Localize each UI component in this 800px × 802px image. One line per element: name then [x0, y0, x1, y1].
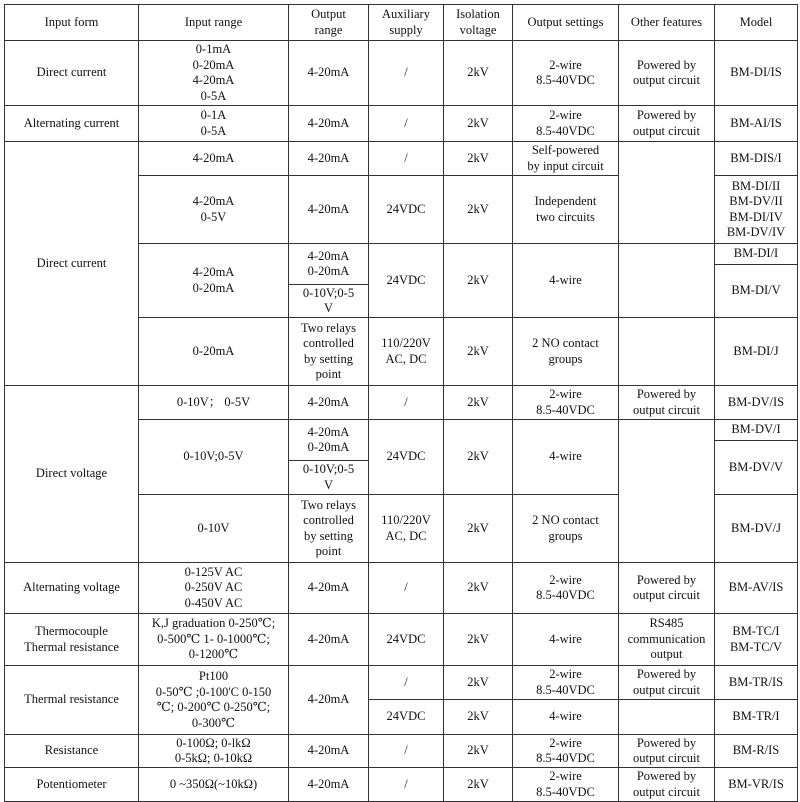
- table-row: [5, 666, 798, 700]
- isolation-voltage-cell: 2kV: [444, 495, 513, 563]
- header-input-range: Input range: [139, 5, 289, 41]
- isolation-voltage-cell: 2kV: [444, 106, 513, 142]
- input-range-cell: 4-20mA 0-5V: [139, 176, 289, 244]
- other-features-cell: Powered by output circuit: [619, 768, 715, 802]
- other-features-cell: Powered by output circuit: [619, 735, 715, 768]
- isolation-voltage-cell: 2kV: [444, 41, 513, 106]
- output-settings-cell: 2 NO contact groups: [513, 318, 619, 386]
- input-form-cell: Alternating voltage: [5, 563, 139, 614]
- input-form-cell: Alternating current: [5, 106, 139, 142]
- table-row: [5, 142, 798, 176]
- table-row: [5, 106, 798, 142]
- isolation-voltage-cell: 2kV: [444, 142, 513, 176]
- auxiliary-supply-cell: 24VDC: [369, 614, 444, 666]
- output-settings-cell: 2-wire 8.5-40VDC: [513, 106, 619, 142]
- output-settings-cell: 4-wire: [513, 614, 619, 666]
- isolation-voltage-cell: 2kV: [444, 700, 513, 735]
- header-auxiliary-supply: Auxiliary supply: [369, 5, 444, 41]
- auxiliary-supply-cell: /: [369, 41, 444, 106]
- output-settings-cell: 2-wire 8.5-40VDC: [513, 735, 619, 768]
- table-row: [5, 386, 798, 420]
- output-range-cell: 4-20mA: [289, 563, 369, 614]
- input-form-cell: Potentiometer: [5, 768, 139, 802]
- input-form-cell: Direct voltage: [5, 386, 139, 563]
- other-features-cell: [619, 318, 715, 386]
- output-settings-cell: 4-wire: [513, 420, 619, 495]
- input-range-cell: K,J graduation 0-250℃; 0-500℃ 1- 0-1000℃; 0-1200℃: [139, 614, 289, 666]
- input-range-cell: 0-20mA: [139, 318, 289, 386]
- input-form-cell: Direct current: [5, 41, 139, 106]
- input-form-cell: Thermal resistance: [5, 666, 139, 735]
- model-cell: BM-TR/I: [715, 700, 798, 735]
- isolation-voltage-cell: 2kV: [444, 318, 513, 386]
- header-model: Model: [715, 5, 798, 41]
- table-row: [5, 735, 798, 768]
- output-settings-cell: 2-wire 8.5-40VDC: [513, 386, 619, 420]
- output-range-cell: 4-20mA: [289, 735, 369, 768]
- auxiliary-supply-cell: 24VDC: [369, 700, 444, 735]
- input-form-cell: Resistance: [5, 735, 139, 768]
- isolation-voltage-cell: 2kV: [444, 735, 513, 768]
- other-features-cell: [619, 244, 715, 318]
- header-output-settings: Output settings: [513, 5, 619, 41]
- model-cell: BM-AI/IS: [715, 106, 798, 142]
- header-row: [5, 5, 798, 41]
- input-range-cell: 0-1mA 0-20mA 4-20mA 0-5A: [139, 41, 289, 106]
- output-range-cell: 4-20mA 0-20mA: [289, 244, 369, 285]
- model-cell: BM-DV/J: [715, 495, 798, 563]
- isolation-voltage-cell: 2kV: [444, 176, 513, 244]
- auxiliary-supply-cell: /: [369, 386, 444, 420]
- other-features-cell: Powered by output circuit: [619, 386, 715, 420]
- other-features-cell: [619, 142, 715, 244]
- table-row: [5, 614, 798, 666]
- auxiliary-supply-cell: /: [369, 735, 444, 768]
- output-settings-cell: 4-wire: [513, 244, 619, 318]
- output-settings-cell: 2-wire 8.5-40VDC: [513, 41, 619, 106]
- table-row: [5, 41, 798, 106]
- isolation-voltage-cell: 2kV: [444, 244, 513, 318]
- model-cell: BM-DI/I: [715, 244, 798, 265]
- model-cell: BM-VR/IS: [715, 768, 798, 802]
- output-range-cell: 0-10V;0-5 V: [289, 461, 369, 495]
- input-range-cell: Pt100 0-50℃ ;0-100'C 0-150 ℃; 0-200℃ 0-250℃; 0-300℃: [139, 666, 289, 735]
- model-cell: BM-TC/I BM-TC/V: [715, 614, 798, 666]
- model-cell: BM-DIS/I: [715, 142, 798, 176]
- output-range-cell: 4-20mA: [289, 386, 369, 420]
- model-cell: BM-TR/IS: [715, 666, 798, 700]
- model-cell: BM-AV/IS: [715, 563, 798, 614]
- other-features-cell: RS485 communication output: [619, 614, 715, 666]
- isolation-voltage-cell: 2kV: [444, 768, 513, 802]
- other-features-cell: Powered by output circuit: [619, 106, 715, 142]
- input-range-cell: 0-125V AC 0-250V AC 0-450V AC: [139, 563, 289, 614]
- other-features-cell: Powered by output circuit: [619, 666, 715, 700]
- output-range-cell: Two relays controlled by setting point: [289, 495, 369, 563]
- other-features-cell: [619, 700, 715, 735]
- input-form-cell: Thermocouple Thermal resistance: [5, 614, 139, 666]
- other-features-cell: Powered by output circuit: [619, 563, 715, 614]
- output-range-cell: 0-10V;0-5 V: [289, 285, 369, 318]
- model-cell: BM-DV/I: [715, 420, 798, 441]
- other-features-cell: Powered by output circuit: [619, 41, 715, 106]
- output-settings-cell: 2-wire 8.5-40VDC: [513, 563, 619, 614]
- model-cell: BM-DI/II BM-DV/II BM-DI/IV BM-DV/IV: [715, 176, 798, 244]
- auxiliary-supply-cell: 24VDC: [369, 244, 444, 318]
- model-cell: BM-DV/V: [715, 441, 798, 495]
- header-output-range: Output range: [289, 5, 369, 41]
- model-cell: BM-DI/J: [715, 318, 798, 386]
- input-form-cell: Direct current: [5, 142, 139, 386]
- header-input-form: Input form: [5, 5, 139, 41]
- spec-table: [4, 4, 798, 802]
- input-range-cell: 4-20mA 0-20mA: [139, 244, 289, 318]
- auxiliary-supply-cell: 110/220V AC, DC: [369, 318, 444, 386]
- input-range-cell: 0-10V: [139, 495, 289, 563]
- input-range-cell: 4-20mA: [139, 142, 289, 176]
- output-settings-cell: 2-wire 8.5-40VDC: [513, 768, 619, 802]
- output-range-cell: 4-20mA: [289, 176, 369, 244]
- output-settings-cell: Self-powered by input circuit: [513, 142, 619, 176]
- input-range-cell: 0 ~350Ω(~10kΩ): [139, 768, 289, 802]
- header-other-features: Other features: [619, 5, 715, 41]
- auxiliary-supply-cell: /: [369, 106, 444, 142]
- output-range-cell: 4-20mA 0-20mA: [289, 420, 369, 461]
- isolation-voltage-cell: 2kV: [444, 386, 513, 420]
- output-range-cell: 4-20mA: [289, 41, 369, 106]
- table-row: [5, 563, 798, 614]
- auxiliary-supply-cell: /: [369, 142, 444, 176]
- auxiliary-supply-cell: /: [369, 666, 444, 700]
- input-range-cell: 0-1A 0-5A: [139, 106, 289, 142]
- auxiliary-supply-cell: 24VDC: [369, 420, 444, 495]
- other-features-cell: [619, 420, 715, 563]
- input-range-cell: 0-100Ω; 0-lkΩ 0-5kΩ; 0-10kΩ: [139, 735, 289, 768]
- output-range-cell: 4-20mA: [289, 768, 369, 802]
- output-settings-cell: Independent two circuits: [513, 176, 619, 244]
- isolation-voltage-cell: 2kV: [444, 614, 513, 666]
- isolation-voltage-cell: 2kV: [444, 666, 513, 700]
- header-isolation-voltage: Isolation voltage: [444, 5, 513, 41]
- output-settings-cell: 2 NO contact groups: [513, 495, 619, 563]
- auxiliary-supply-cell: 24VDC: [369, 176, 444, 244]
- output-settings-cell: 2-wire 8.5-40VDC: [513, 666, 619, 700]
- model-cell: BM-R/IS: [715, 735, 798, 768]
- output-range-cell: 4-20mA: [289, 614, 369, 666]
- auxiliary-supply-cell: /: [369, 768, 444, 802]
- output-range-cell: 4-20mA: [289, 142, 369, 176]
- output-settings-cell: 4-wire: [513, 700, 619, 735]
- model-cell: BM-DI/IS: [715, 41, 798, 106]
- auxiliary-supply-cell: /: [369, 563, 444, 614]
- output-range-cell: 4-20mA: [289, 106, 369, 142]
- model-cell: BM-DV/IS: [715, 386, 798, 420]
- table-row: [5, 768, 798, 802]
- isolation-voltage-cell: 2kV: [444, 420, 513, 495]
- output-range-cell: Two relays controlled by setting point: [289, 318, 369, 386]
- auxiliary-supply-cell: 110/220V AC, DC: [369, 495, 444, 563]
- input-range-cell: 0-10V;0-5V: [139, 420, 289, 495]
- input-range-cell: 0-10V； 0-5V: [139, 386, 289, 420]
- isolation-voltage-cell: 2kV: [444, 563, 513, 614]
- model-cell: BM-DI/V: [715, 265, 798, 318]
- output-range-cell: 4-20mA: [289, 666, 369, 735]
